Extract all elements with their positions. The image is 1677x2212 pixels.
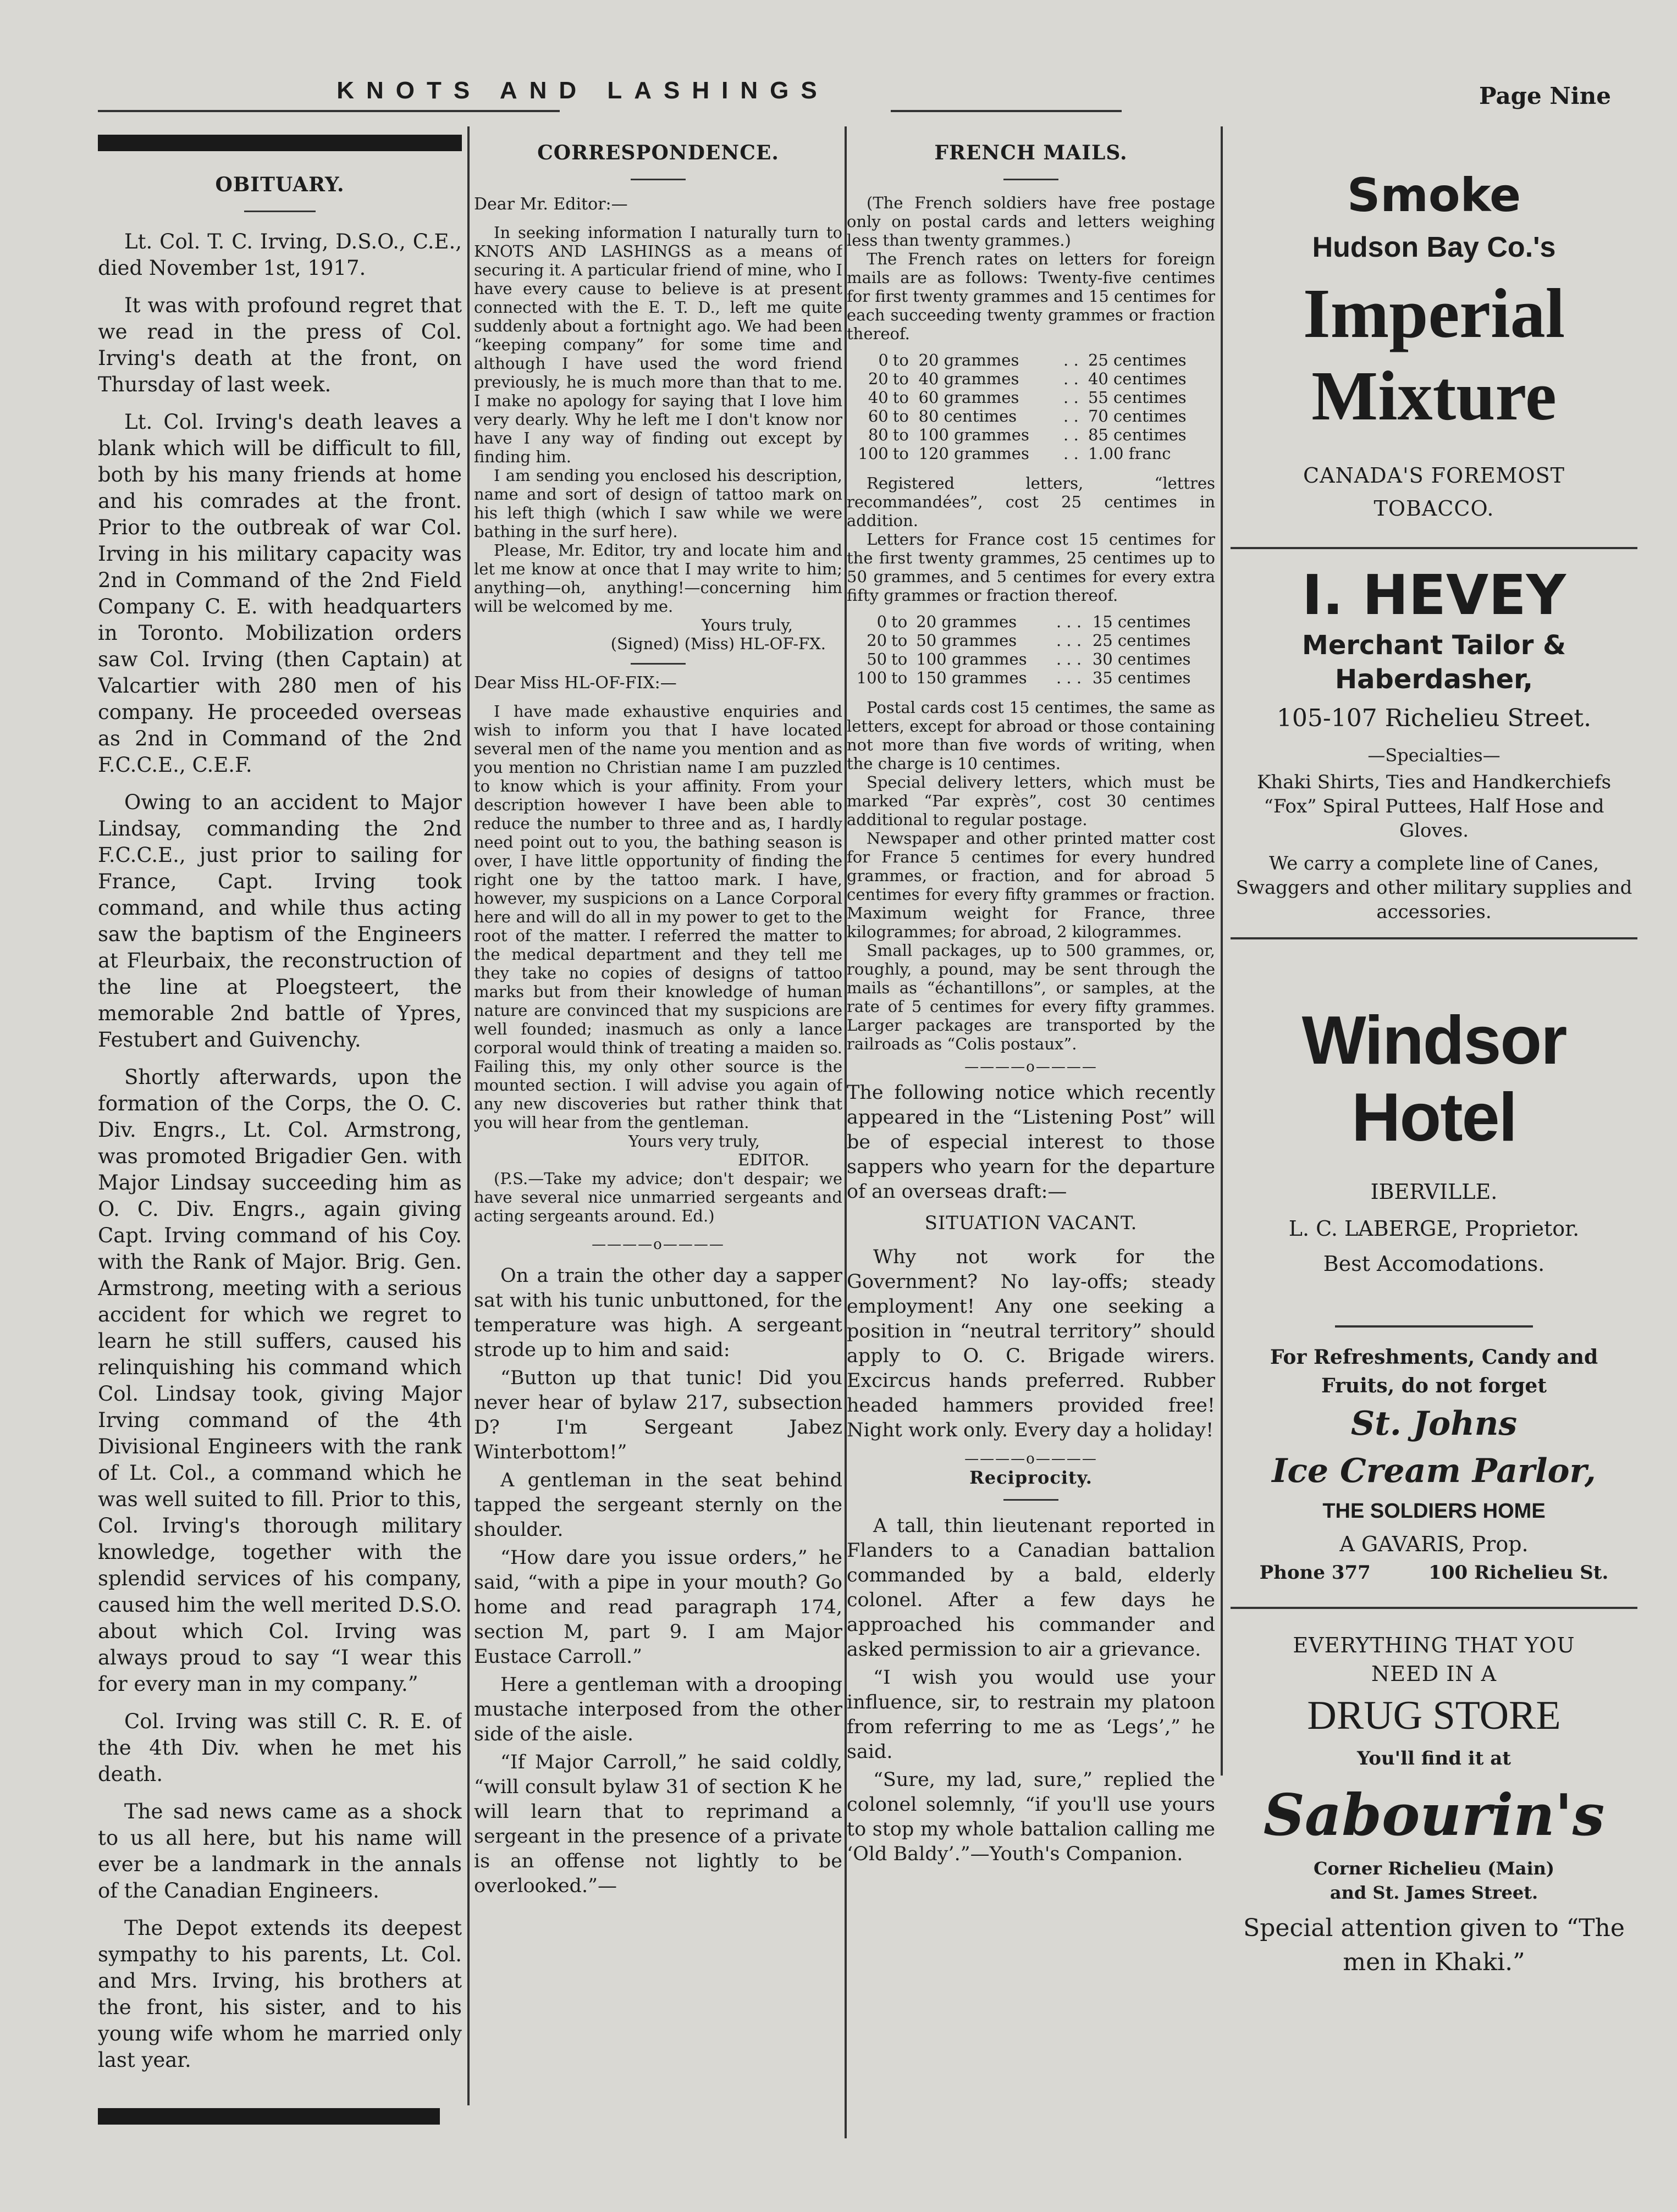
rate-row: 0 to 20 grammes . . 25 centimes bbox=[878, 351, 1187, 369]
ad-line: We carry a complete line of Canes, Swaggers and other military supplies and accessories. bbox=[1235, 853, 1632, 923]
obituary-top-bar bbox=[98, 135, 462, 151]
french-mails-column bbox=[847, 135, 1215, 2141]
ad-line: St. Johns bbox=[1350, 1404, 1518, 1443]
letter-paragraph: I have made exhaustive enquiries and wish to inform you that I have located several men of the name you mention and as you mention no Christian name I am puzzled to know which is your affinity. From your description however I have been able to reduce the number to three and as, I hardly need point out to you, the bathing season is over, I have little opportunity of finding the right one by the tattoo mark. I have, however, my suspicions on a Lance Corporal here and will do all in my power to get to the root of the matter. I referred the matter to the medical department and they tell me they take no copies of designs of tattoo marks but from their knowledge of human nature are convinced that my suspicions are well founded; inasmuch as only a lance corporal would think of treating a maiden so. Failing this, my only other source is the mounted section. I will advise you again of any new discoveries but rather think that you will hear from the gentleman. bbox=[474, 702, 842, 1132]
half-dividers bbox=[1231, 1281, 1637, 1343]
separator: ————o———— bbox=[964, 1451, 1097, 1467]
phone-number: Phone 377 bbox=[1259, 1562, 1371, 1584]
reciprocity-paragraph: “Sure, my lad, sure,” replied the colonel solemnly, “if you'll use yours to stop my whole battalion calling me ‘Old Baldy’.”—Youth's Companion. bbox=[847, 1769, 1215, 1865]
ice-cream-ad bbox=[1231, 1343, 1637, 1585]
ad-line bbox=[1231, 1561, 1637, 1585]
obituary-rule bbox=[244, 211, 316, 212]
rate-row: 100 to 120 grammes . . 1.00 franc bbox=[858, 444, 1171, 463]
ad-line: I. HEVEY bbox=[1301, 563, 1566, 627]
reciprocity-rule bbox=[1003, 1499, 1058, 1501]
correspondence-title: CORRESPONDENCE. bbox=[537, 141, 779, 164]
separator: ————o———— bbox=[964, 1059, 1097, 1075]
hotel-ad bbox=[1231, 953, 1637, 1281]
ad-line: L. C. LABERGE, Proprietor. bbox=[1288, 1216, 1580, 1241]
mail-paragraph: Registered letters, “lettres recommandées”, cost 25 centimes in addition. bbox=[847, 474, 1215, 530]
notice-paragraph: The following notice which recently appeared in the “Listening Post” will be of especial interest to those sappers who yearn for the departure of an overseas draft:— bbox=[847, 1082, 1215, 1203]
ad-line: Sabourin's bbox=[1263, 1781, 1605, 1849]
obituary-paragraph: The Depot extends its deepest sympathy to his parents, Lt. Col. and Mrs. Irving, his brothers at the front, his sister, and to his young wife whom he married only last year. bbox=[98, 1916, 462, 2072]
rate-row: 80 to 100 grammes . . 85 centimes bbox=[868, 425, 1187, 444]
separator: ————o———— bbox=[592, 1236, 725, 1253]
advertisements-column bbox=[1231, 135, 1637, 2141]
anecdote-paragraph: “Button up that tunic! Did you never hear of bylaw 217, subsection D? I'm Sergeant Jabez Winterbottom!” bbox=[474, 1367, 842, 1463]
ad-line: 105-107 Richelieu Street. bbox=[1276, 704, 1592, 732]
masthead-title: KNOTS AND LASHINGS bbox=[336, 77, 829, 104]
french-mails-rule bbox=[1003, 179, 1058, 180]
ad-line: TOBACCO. bbox=[1373, 496, 1494, 521]
letter-paragraph: Please, Mr. Editor, try and locate him and let me know at once that I may write to him; anything—oh, anything!—concerning him will be welcomed by me. bbox=[474, 541, 842, 616]
anecdote-paragraph: “If Major Carroll,” he said coldly, “will consult bylaw 31 of section K he will learn that to reprimand a sergeant in the presence of a private is an offense not lightly to be overlooked.”— bbox=[474, 1751, 842, 1897]
reciprocity-title: Reciprocity. bbox=[969, 1467, 1093, 1488]
page-number: Page Nine bbox=[1479, 82, 1611, 109]
correspondence-rule bbox=[631, 179, 686, 180]
ad-line: Haberdasher, bbox=[1334, 664, 1533, 695]
ad-line: —Specialties— bbox=[1367, 745, 1501, 766]
ad-line: Corner Richelieu (Main) and St. James Street. bbox=[1313, 1858, 1555, 1903]
ad-line: Special attention given to “The men in Khaki.” bbox=[1243, 1914, 1625, 1976]
tailor-ad bbox=[1231, 562, 1637, 924]
situation-paragraph: Why not work for the Government? No lay-offs; steady employment! Any one seeking a position in “neutral territory” should apply to O. C. Brigade wirers. Excircus hands preferred. Rubber headed hammers provided free! Night work only. Every day a holiday! bbox=[847, 1246, 1215, 1441]
column-divider-3 bbox=[1221, 126, 1223, 1776]
mail-paragraph: (The French soldiers have free postage only on postal cards and letters weighing less than twenty grammes.) bbox=[847, 193, 1215, 250]
obituary-title: OBITUARY. bbox=[215, 173, 345, 196]
signature: Yours very truly, bbox=[628, 1132, 760, 1151]
header-rule-right bbox=[891, 110, 1122, 112]
obituary-paragraph: The sad news came as a shock to us all here, but his name will ever be a landmark in the annals of the Canadian Engineers. bbox=[98, 1800, 462, 1903]
obituary-paragraph: Col. Irving was still C. R. E. of the 4th Div. when he met his death. bbox=[98, 1710, 462, 1786]
ad-line: Best Accomodations. bbox=[1323, 1252, 1545, 1276]
mail-paragraph: Postal cards cost 15 centimes, the same as letters, except for abroad or those containing not more than five words of writing, when the charge is 10 centimes. bbox=[847, 698, 1215, 773]
anecdote-paragraph: “How dare you issue orders,” he said, “with a pipe in your mouth? Go home and read paragraph 174, section M, part 9. I am Major Eustace Carroll.” bbox=[474, 1547, 842, 1668]
ad-line: You'll find it at bbox=[1356, 1748, 1511, 1769]
letter-paragraph: I am sending you enclosed his description, name and sort of design of tattoo mark on his left thigh (which I saw while we were bathing in the surf here). bbox=[474, 466, 842, 541]
anecdote-paragraph: A gentleman in the seat behind tapped the sergeant sternly on the shoulder. bbox=[474, 1469, 842, 1541]
letter-rule bbox=[631, 663, 686, 665]
obituary-column bbox=[98, 135, 462, 2141]
situation-title: SITUATION VACANT. bbox=[924, 1212, 1138, 1234]
rate-row: 50 to 100 grammes . . . 30 centimes bbox=[867, 650, 1191, 668]
salutation: Dear Miss HL-OF-FIX:— bbox=[474, 673, 677, 693]
ad-line: Khaki Shirts, Ties and Handkerchiefs “Fox” Spiral Puttees, Half Hose and Gloves. bbox=[1256, 771, 1612, 842]
rate-row: 40 to 60 grammes . . 55 centimes bbox=[868, 388, 1187, 407]
ad-divider bbox=[1231, 937, 1637, 939]
ad-line: EVERYTHING THAT YOU NEED IN A bbox=[1293, 1633, 1575, 1686]
ad-line: CANADA'S FOREMOST bbox=[1303, 463, 1565, 488]
column-divider-1 bbox=[467, 126, 470, 2105]
mail-paragraph: Letters for France cost 15 centimes for the first twenty grammes, 25 centimes up to 50 grammes, and 5 centimes for every extra fifty grammes or fraction thereof. bbox=[847, 530, 1215, 605]
drug-store-ad bbox=[1231, 1631, 1637, 1979]
obituary-paragraph: Lt. Col. Irving's death leaves a blank which will be difficult to fill, both by his many friends at home and his comrades at the front. Prior to the outbreak of war Col. Irving in his military capacity was 2nd in Command of the 2nd Field Company C. E. with headquarters in Toronto. Mobilization orders saw Col. Irving (then Captain) at Valcartier with 280 men of his company. He proceeded overseas as 2nd in Command of the 2nd F.C.C.E., C.E.F. bbox=[98, 410, 462, 777]
ad-line: Mixture bbox=[1311, 357, 1557, 435]
signature: (Signed) (Miss) HL-OF-FX. bbox=[610, 634, 826, 653]
ad-divider bbox=[1231, 1607, 1637, 1609]
salutation: Dear Mr. Editor:— bbox=[474, 195, 628, 214]
ad-line: Imperial bbox=[1303, 274, 1565, 352]
reciprocity-paragraph: “I wish you would use your influence, sir, to restrain my platoon from referring to me as ‘Legs’,” he said. bbox=[847, 1667, 1215, 1763]
anecdote-paragraph: On a train the other day a sapper sat with his tunic unbuttoned, for the temperature was high. A sergeant strode up to him and said: bbox=[474, 1265, 842, 1361]
ad-line: Ice Cream Parlor, bbox=[1272, 1452, 1596, 1490]
obituary-paragraph: Owing to an accident to Major Lindsay, commanding the 2nd F.C.C.E., just prior to sailing for France, Capt. Irving took command, and while thus acting saw the baptism of the Engineers at Fleurbaix, the reconstruction of the line at Ploegsteert, the memorable 2nd battle of Ypres, Festubert and Guivenchy. bbox=[98, 790, 462, 1052]
mail-paragraph: Small packages, up to 500 grammes, or, roughly, a pound, may be sent through the mails as “échantillons”, or samples, at the rate of 5 centimes for every fifty grammes. Larger packages are transported by the railroads as “Colis postaux”. bbox=[847, 941, 1215, 1053]
ad-line: DRUG STORE bbox=[1307, 1693, 1561, 1738]
ad-line: Hudson Bay Co.'s bbox=[1312, 231, 1556, 263]
address: 100 Richelieu St. bbox=[1428, 1562, 1609, 1584]
ad-line: Smoke bbox=[1347, 168, 1521, 222]
correspondence-column bbox=[474, 135, 842, 2141]
header-rule-left bbox=[98, 110, 560, 112]
rate-row: 20 to 40 grammes . . 40 centimes bbox=[868, 369, 1187, 388]
postscript: (P.S.—Take my advice; don't despair; we have several nice unmarried sergeants and acting sergeants around. Ed.) bbox=[474, 1169, 842, 1225]
ad-divider bbox=[1335, 1325, 1533, 1328]
mail-paragraph: Newspaper and other printed matter cost for France 5 centimes for every hundred grammes, or fraction, and for abroad 5 centimes for every fifty grammes or fraction. Maximum weight for France, three kilogrammes; for abroad, 2 kilogrammes. bbox=[847, 829, 1215, 941]
obituary-paragraph: Shortly afterwards, upon the formation of the Corps, the O. C. Div. Engrs., Lt. Col. Armstrong, was promoted Brigadier Gen. with Major Lindsay succeeding him as O. C. Div. Engrs., again giving Capt. Irving command of his Coy. with the Rank of Major. Brig. Gen. Armstrong, meeting with a serious accident for which we regret to learn he still suffers, caused his relinquishing his command which Col. Lindsay took, giving Major Irving command of the 4th Divisional Engineers with the rank of Lt. Col., a command which he was well suited to fill. Prior to this, Col. Irving's thorough military knowledge, together with the splendid services of his company, caused him the well merited D.S.O. about which Col. Irving was always proud to say “I wear this for every man in my company.” bbox=[98, 1065, 462, 1696]
ad-line: Merchant Tailor & bbox=[1302, 630, 1566, 661]
obituary-paragraph: Lt. Col. T. C. Irving, D.S.O., C.E., died November 1st, 1917. bbox=[98, 230, 462, 280]
mail-paragraph: The French rates on letters for foreign mails are as follows: Twenty-five centimes for first twenty grammes and 15 centimes for each succeeding twenty grammes or fraction thereof. bbox=[847, 250, 1215, 343]
mail-paragraph: Special delivery letters, which must be marked “Par exprès”, cost 30 centimes additional to regular postage. bbox=[847, 773, 1215, 829]
signature: Yours truly, bbox=[702, 616, 793, 634]
obituary-bottom-bar bbox=[98, 2108, 440, 2125]
rate-row: 0 to 20 grammes . . . 15 centimes bbox=[876, 612, 1191, 631]
ad-line: For Refreshments, Candy and Fruits, do not forget bbox=[1270, 1346, 1598, 1397]
foreign-rates-table bbox=[847, 351, 1215, 463]
signature: EDITOR. bbox=[737, 1151, 809, 1169]
ad-line: IBERVILLE. bbox=[1370, 1180, 1498, 1204]
anecdote-paragraph: Here a gentleman with a drooping mustache interposed from the other side of the aisle. bbox=[474, 1674, 842, 1745]
french-mails-title: FRENCH MAILS. bbox=[934, 141, 1128, 164]
france-rates-table bbox=[847, 612, 1215, 687]
tobacco-ad bbox=[1231, 135, 1637, 525]
ad-line: A GAVARIS, Prop. bbox=[1339, 1532, 1529, 1556]
rate-row: 20 to 50 grammes . . . 25 centimes bbox=[867, 631, 1191, 650]
ad-line: Windsor Hotel bbox=[1301, 1003, 1566, 1155]
obituary-paragraph: It was with profound regret that we read in the press of Col. Irving's death at the front, on Thursday of last week. bbox=[98, 294, 462, 396]
ad-divider bbox=[1231, 547, 1637, 549]
letter-paragraph: In seeking information I naturally turn to KNOTS AND LASHINGS as a means of securing it. A particular friend of mine, who I have every cause to believe is at present connected with the E. T. D., left me quite suddenly about a fortnight ago. We had been “keeping company” for some time and although I have used the word friend previously, he is much more than that to me. I make no apology for saying that I love him very dearly. Why he left me I don't know nor have I any way of finding out except by finding him. bbox=[474, 223, 842, 466]
ad-line: THE SOLDIERS HOME bbox=[1322, 1500, 1546, 1523]
rate-row: 60 to 80 centimes . . 70 centimes bbox=[868, 407, 1187, 425]
reciprocity-paragraph: A tall, thin lieutenant reported in Flanders to a Canadian battalion commanded by a bald, elderly colonel. After a few days he approached his commander and asked permission to air a grievance. bbox=[847, 1515, 1215, 1661]
rate-row: 100 to 150 grammes . . . 35 centimes bbox=[856, 668, 1191, 687]
